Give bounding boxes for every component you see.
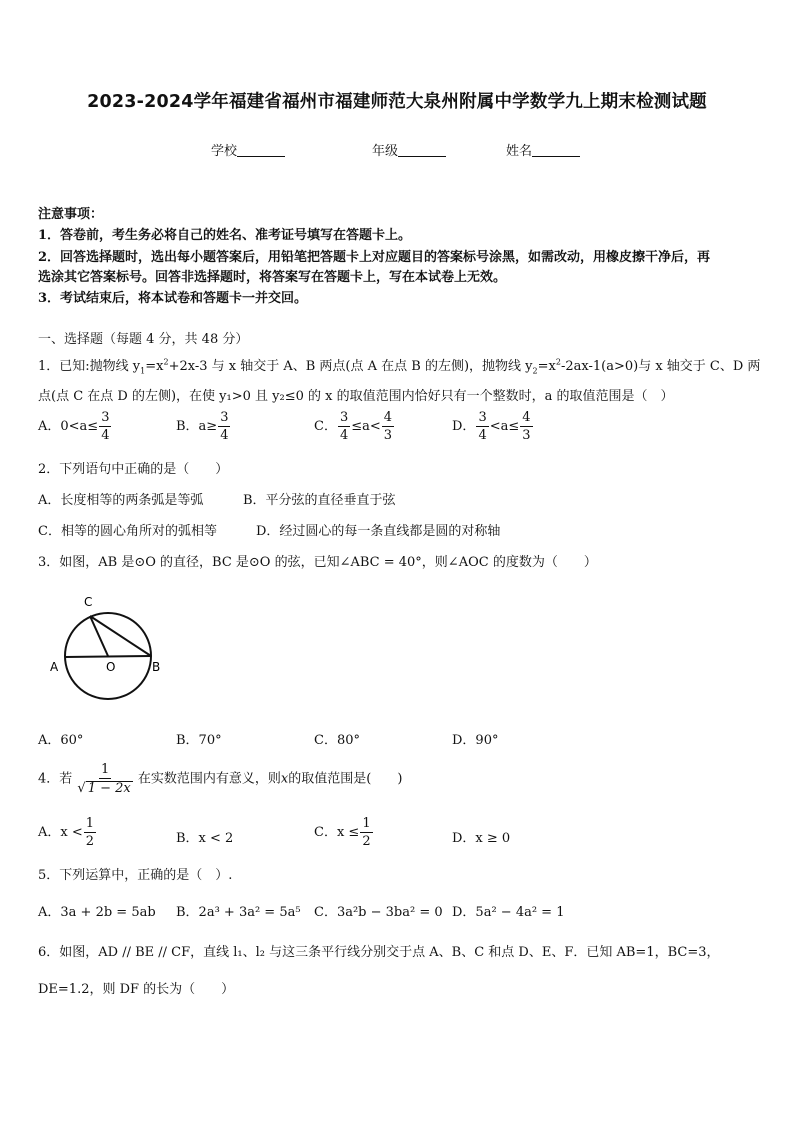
q2-option-b: B．平分弦的直径垂直于弦: [243, 493, 396, 508]
exam-title: 2023-2024学年福建省福州市福建师范大泉州附属中学数学九上期末检测试题: [87, 92, 707, 112]
q4-option-a: A．x < $\frac{1}{2}$: [38, 816, 95, 849]
q3-option-b: B．70°: [176, 733, 222, 748]
name-label: 姓名: [506, 144, 533, 159]
q1-line1: 1．已知:抛物线 $y_1=x^2+2x-3$ 与 x 轴交于 A、B 两点(点 A 在点 B 的左侧)，抛物线 $y_2=x^2-2ax-1(a>0)$与 x 轴交于 C、D 两: [38, 357, 761, 376]
diameter-ab: [65, 656, 151, 657]
grade-blank: [398, 144, 446, 157]
school-blank: [237, 144, 285, 157]
notice-item: 3．考试结束后，将本试卷和答题卡一并交回。: [38, 291, 308, 306]
q4-option-c: C．x ≤ $\frac{1}{2}$: [314, 816, 371, 849]
q1-option-d: D． $\frac{3}{4}$ <a≤ $\frac{4}{3}$: [452, 410, 531, 443]
grade-label: 年级: [372, 144, 399, 159]
q1-line2: 点(点 C 在点 D 的左侧)，在使 y₁>0 且 y₂≤0 的 x 的取值范围内恰好只有一个整数时，a 的取值范围是（ ）: [38, 389, 674, 404]
notice-item: 选涂其它答案标号。回答非选择题时，将答案写在答题卡上，写在本试卷上无效。: [38, 270, 507, 285]
q3-option-c: C．80°: [314, 733, 360, 748]
q6-line1: 6．如图，AD // BE // CF，直线 l₁、l₂ 与这三条平行线分别交于点 A、B、C 和点 D、E、F．已知 AB=1，BC=3，: [38, 945, 720, 960]
q3-option-d: D．90°: [452, 733, 499, 748]
q4-option-b: B．x < 2: [176, 831, 234, 846]
point-a-label: A: [50, 660, 59, 674]
q1-option-c: C． $\frac{3}{4}$ ≤a< $\frac{4}{3}$: [314, 410, 393, 443]
q1-option-a: A．0<a≤ $\frac{3}{4}$: [38, 410, 110, 443]
q5-option-b: B．2a³ + 3a² = 5a⁵: [176, 905, 301, 920]
notice-item: 1．答卷前，考生务必将自己的姓名、准考证号填写在答题卡上。: [38, 228, 412, 243]
q5-option-a: A．3a + 2b = 5ab: [38, 905, 156, 920]
point-c-label: C: [84, 595, 93, 609]
point-o-label: O: [106, 660, 116, 674]
name-field: [506, 140, 580, 159]
q3-option-a: A．60°: [38, 733, 84, 748]
section-heading: 一、选择题（每题 4 分，共 48 分）: [38, 332, 249, 347]
q4-option-d: D．x ≥ 0: [452, 831, 511, 846]
name-blank: [532, 144, 580, 157]
q5-option-c: C．3a²b − 3ba² = 0: [314, 905, 443, 920]
q4-stem: 4．若 $\frac{1}{√ 1 - 2x}$ 在实数范围内有意义，则x的取值范围是( ): [38, 762, 403, 796]
q2-option-c: C．相等的圆心角所对的弧相等: [38, 524, 217, 539]
q2-stem: 2．下列语句中正确的是（ ）: [38, 462, 229, 477]
q3-stem: 3．如图，AB 是⊙O 的直径，BC 是⊙O 的弦，已知∠ABC = 40°，则∠AOC 的度数为（ ）: [38, 555, 597, 570]
q5-stem: 5．下列运算中，正确的是（ ）.: [38, 868, 233, 883]
grade-field: [372, 140, 446, 159]
q6-line2: DE=1.2，则 DF 的长为（ ）: [38, 982, 235, 997]
q1-option-b: B．a≥ $\frac{3}{4}$: [176, 410, 229, 443]
point-b-label: B: [152, 660, 161, 674]
q3-circle-figure: [44, 590, 174, 710]
school-label: 学校: [211, 144, 238, 159]
notice-item: 2．回答选择题时，选出每小题答案后，用铅笔把答题卡上对应题目的答案标号涂黑，如需改动，用橡皮擦干净后，再: [38, 250, 711, 265]
q2-option-a: A．长度相等的两条弧是等弧: [38, 493, 204, 508]
q2-option-d: D．经过圆心的每一条直线都是圆的对称轴: [256, 524, 501, 539]
q5-option-d: D．5a² − 4a² = 1: [452, 905, 565, 920]
school-field: [211, 140, 285, 159]
notice-heading: 注意事项：: [38, 207, 104, 222]
